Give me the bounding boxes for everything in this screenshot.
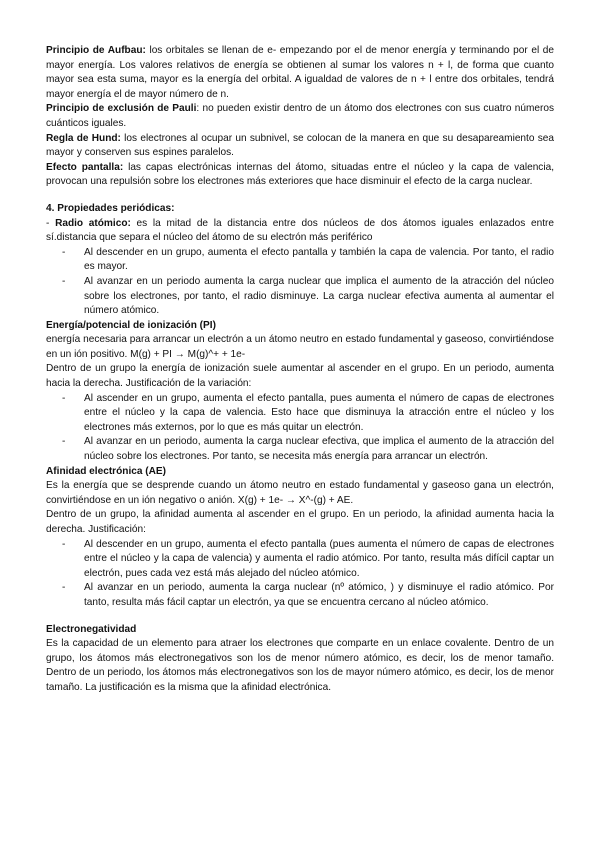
afinidad-bullet-list <box>46 538 554 611</box>
radio-term: Radio atómico: <box>55 217 131 229</box>
pauli-term: Principio de exclusión de Pauli <box>46 103 197 115</box>
spacer <box>46 190 554 202</box>
pantalla-text: las capas electrónicas internas del átomo, situadas entre el núcleo y la capa de valencia, provocan una repulsión sobre los electrones más exteriores que hace disminuir el efecto de la carga nuclear. <box>46 161 555 188</box>
ionizacion-definition: energía necesaria para arrancar un electrón a un átomo neutro en estado fundamental y gaseoso, convirtiéndose en un ión positivo. M(g) + PI → M(g)^+ + 1e- <box>46 334 554 360</box>
ionizacion-heading: Energía/potencial de ionización (PI) <box>46 319 216 331</box>
afinidad-heading: Afinidad electrónica (AE) <box>46 465 167 477</box>
list-item: - Al descender en un grupo, aumenta el efecto pantalla y también la capa de valencia. Por tanto, el radio es mayor. <box>84 246 554 275</box>
radio-text: es la mitad de la distancia entre dos núcleos de dos átomos iguales enlazados entre sí.distancia que separa el núcleo del átomo de su electrón más periférico <box>46 217 555 244</box>
pauli-text: : no pueden existir dentro de un átomo dos electrones con sus cuatro números cuánticos iguales. <box>46 103 554 129</box>
radio-paragraph <box>46 217 554 246</box>
aufbau-text: los orbitales se llenan de e- empezando por el de menor energía y terminando por el de mayor energía. Los valores relativos de energía se obtienen al sumar los valores n + l, de forma que cuanto mayor sea esta suma, mayor es la energía del orbital. A igualdad de valores de n + l entre dos orbitales, tendrá mayor energía el de mayor número de n. <box>46 45 554 100</box>
hund-paragraph <box>46 132 554 161</box>
afinidad-trend: Dentro de un grupo, la afinidad aumenta al ascender en el grupo. En un periodo, la afinidad aumenta hacia la derecha. Justificación: <box>46 509 554 535</box>
radio-bullet-list <box>46 246 554 319</box>
section-title: 4. Propiedades periódicas: <box>46 202 175 214</box>
ionizacion-bullet-list <box>46 392 554 465</box>
list-item: - Al avanzar en un periodo, aumenta la carga nuclear (nº atómico, ) y disminuye el radio atómico. Por tanto, resulta más fácil captar un electrón, ya que se encuentra cercano al núcleo atómico. <box>84 581 554 610</box>
pantalla-paragraph <box>46 161 554 190</box>
aufbau-term: Principio de Aufbau: <box>46 45 146 56</box>
electronegatividad-heading: Electronegatividad <box>46 623 137 635</box>
ionizacion-trend: Dentro de un grupo la energía de ionización suele aumentar al ascender en el grupo. En un periodo, aumenta hacia la derecha. Justificación de la variación: <box>46 363 554 390</box>
spacer <box>46 611 554 623</box>
pauli-paragraph <box>46 102 554 131</box>
radio-prefix: - <box>46 217 56 229</box>
hund-text: los electrones al ocupar un subnivel, se colocan de la manera en que su desapareamiento sea mayor y conserven sus espines paralelos. <box>46 132 554 159</box>
list-item: - Al ascender en un grupo, aumenta el efecto pantalla, pues aumenta el número de capas de electrones entre el núcleo y la capa de valencia. Esto hace que disminuya la atracción entre el núcleo y los electrones más externos, por lo que es más quitar un electrón. <box>84 392 554 436</box>
list-item: - Al avanzar en un periodo, aumenta la carga nuclear efectiva, que implica el aumento de la atracción del núcleo sobre los electrones. Por tanto, se necesita más energía para arrancar un electrón. <box>84 435 554 464</box>
list-item: - Al descender en un grupo, aumenta el efecto pantalla (pues aumenta el número de capas de electrones entre el núcleo y la capa de valencia) y aumenta el radio atómico. Por tanto, resulta más difícil captar un electrón, pues cada vez está más alejado del núcleo atómico. <box>84 538 554 582</box>
hund-term: Regla de Hund: <box>46 132 121 144</box>
afinidad-definition: Es la energía que se desprende cuando un átomo neutro en estado fundamental y gaseoso gana un electrón, convirtiéndose en un ión negativo o anión. X(g) + 1e- → X^-(g) + AE. <box>46 480 554 506</box>
list-item: - Al avanzar en un periodo aumenta la carga nuclear que implica el aumento de la atracción del núcleo sobre los electrones, por tanto, el radio disminuye. La carga nuclear efectiva aumenta al aumentar el número atómico. <box>84 275 554 319</box>
pantalla-term: Efecto pantalla: <box>46 161 124 173</box>
aufbau-paragraph <box>46 44 554 102</box>
electronegatividad-text: Es la capacidad de un elemento para atraer los electrones que comparte en un enlace covalente. Dentro de un grupo, los átomos más electronegativos son los de menor número atómico, es decir, los de menor tamaño. Dentro de un periodo, los átomos más electronegativos son los de mayor número atómico, es decir, los de menor tamaño. La justificación es la misma que la afinidad electrónica. <box>46 638 554 693</box>
